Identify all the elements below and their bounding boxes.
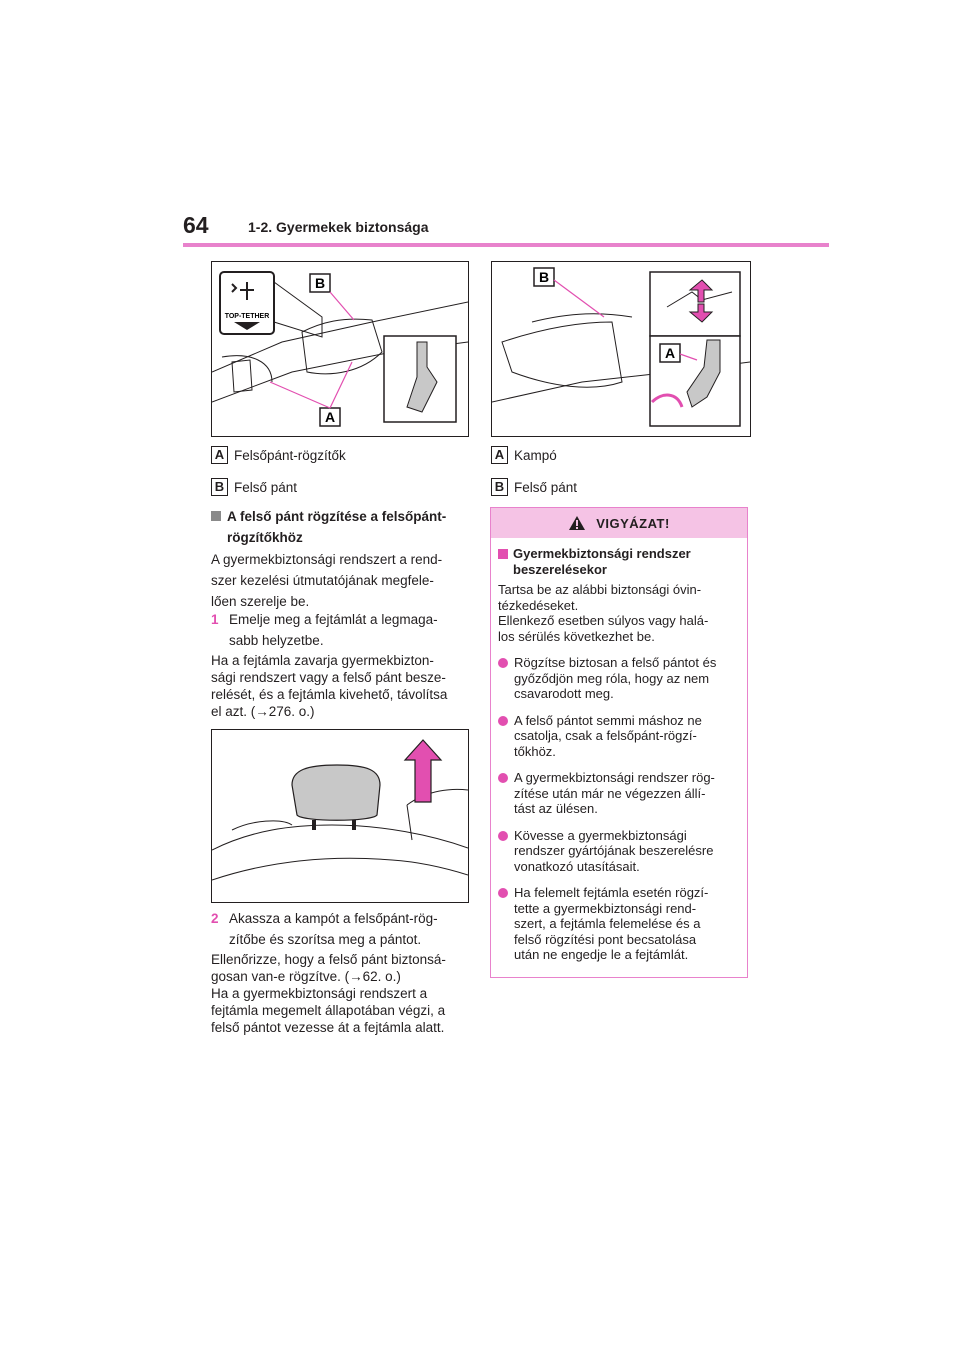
warning-item-text: A felső pántot semmi máshoz ne csatolja, csak a felsőpánt-rögzí- tőkhöz. xyxy=(514,712,702,759)
legend-key: A xyxy=(491,446,508,464)
warning-item-text: Rögzítse biztosan a felső pántot és győződjön meg róla, hogy az nem csavarodott meg. xyxy=(514,655,717,701)
figure-tether-anchors xyxy=(211,261,469,437)
square-bullet-icon xyxy=(498,549,508,559)
legend-text: Kampó xyxy=(514,447,557,463)
step-number: 1 xyxy=(211,612,219,627)
step-1 xyxy=(211,609,438,651)
bullet-dot-icon xyxy=(498,658,508,668)
legend-right-a xyxy=(491,446,557,464)
legend-left-b xyxy=(211,478,297,496)
step-text: Emelje meg a fejtámlát a legmaga- xyxy=(229,612,438,627)
legend-key: A xyxy=(211,446,228,464)
procedure-heading-line1: A felső pánt rögzítése a felsőpánt- xyxy=(227,509,447,524)
figure2-callout-b: B xyxy=(538,269,550,285)
warning-item xyxy=(498,770,739,817)
figure-hook xyxy=(491,261,751,437)
warning-header xyxy=(491,508,747,538)
intro-line: szer kezelési útmutatójának megfele- xyxy=(211,573,434,588)
figure1-callout-b: B xyxy=(314,275,326,291)
intro-line: lően szerelje be. xyxy=(211,594,310,609)
bullet-dot-icon xyxy=(498,773,508,783)
legend-right-b xyxy=(491,478,577,496)
figure1-callout-a: A xyxy=(324,409,336,425)
legend-text: Felsőpánt-rögzítők xyxy=(234,447,346,463)
intro-line: A gyermekbiztonsági rendszert a rend- xyxy=(211,552,443,567)
procedure-intro xyxy=(211,549,442,612)
warning-subheading: Gyermekbiztonsági rendszer beszerelésekor xyxy=(513,546,691,577)
square-bullet-icon xyxy=(211,511,221,521)
warning-body xyxy=(491,538,747,963)
top-tether-logo-text: TOP-TETHER xyxy=(224,313,270,320)
hook-illustration xyxy=(492,262,750,436)
legend-key: B xyxy=(491,478,508,496)
step-2 xyxy=(211,908,438,950)
header-rule xyxy=(183,243,829,247)
legend-text: Felső pánt xyxy=(234,479,298,495)
procedure-heading xyxy=(211,506,471,548)
figure-headrest xyxy=(211,729,469,903)
step-text: zítőbe és szorítsa meg a pántot. xyxy=(229,932,422,947)
step-text: sabb helyzetbe. xyxy=(229,633,324,648)
page-number: 64 xyxy=(183,212,209,238)
bullet-dot-icon xyxy=(498,888,508,898)
warning-item xyxy=(498,713,739,760)
warning-box xyxy=(490,507,748,978)
warning-item-text: Ha felemelt fejtámla esetén rögzí- tette a gyermekbiztonsági rend- szert, a fejtámla felemelése és a felső rögzítési pont becsatolása után ne engedje le a fejtámlát. xyxy=(514,885,709,962)
headrest-illustration xyxy=(212,730,468,902)
warning-triangle-icon xyxy=(568,515,586,531)
warning-title: VIGYÁZAT! xyxy=(596,515,670,531)
procedure-heading-line2: rögzítőkhöz xyxy=(227,530,303,545)
legend-left-a xyxy=(211,446,346,464)
step-number: 2 xyxy=(211,911,219,926)
legend-text: Felső pánt xyxy=(514,479,578,495)
bullet-dot-icon xyxy=(498,831,508,841)
warning-item-text: A gyermekbiztonsági rendszer rög- zítése után már ne végezzen állí- tást az ülésen. xyxy=(514,770,715,816)
warning-intro: Tartsa be az alábbi biztonsági óvin- tézkedéseket. Ellenkező esetben súlyos vagy halá- los sérülés következhet be. xyxy=(498,582,709,644)
warning-item xyxy=(498,655,739,702)
note-tether-check: Ellenőrizze, hogy a felső pánt biztonsá- gosan van-e rögzítve. (→62. o.) Ha a gyermekbiztonsági rendszert a fejtámla megemelt állapotában végzi, a felső pántot vezesse át a fejtámla alatt. xyxy=(211,952,446,1035)
section-title: 1-2. Gyermekek biztonsága xyxy=(248,219,429,235)
warning-item xyxy=(498,828,739,875)
note-headrest: Ha a fejtámla zavarja gyermekbizton- sági rendszert vagy a felső pánt besze- relését, és a fejtámla kivehető, távolítsa el azt. (→276. o.) xyxy=(211,653,448,719)
warning-item xyxy=(498,885,739,963)
step-text: Akassza a kampót a felsőpánt-rög- xyxy=(229,911,438,926)
bullet-dot-icon xyxy=(498,716,508,726)
figure2-callout-a: A xyxy=(664,345,676,361)
legend-key: B xyxy=(211,478,228,496)
warning-item-text: Kövesse a gyermekbiztonsági rendszer gyártójának beszerelésre vonatkozó utasításait. xyxy=(514,827,714,874)
tether-anchors-illustration xyxy=(212,262,468,436)
